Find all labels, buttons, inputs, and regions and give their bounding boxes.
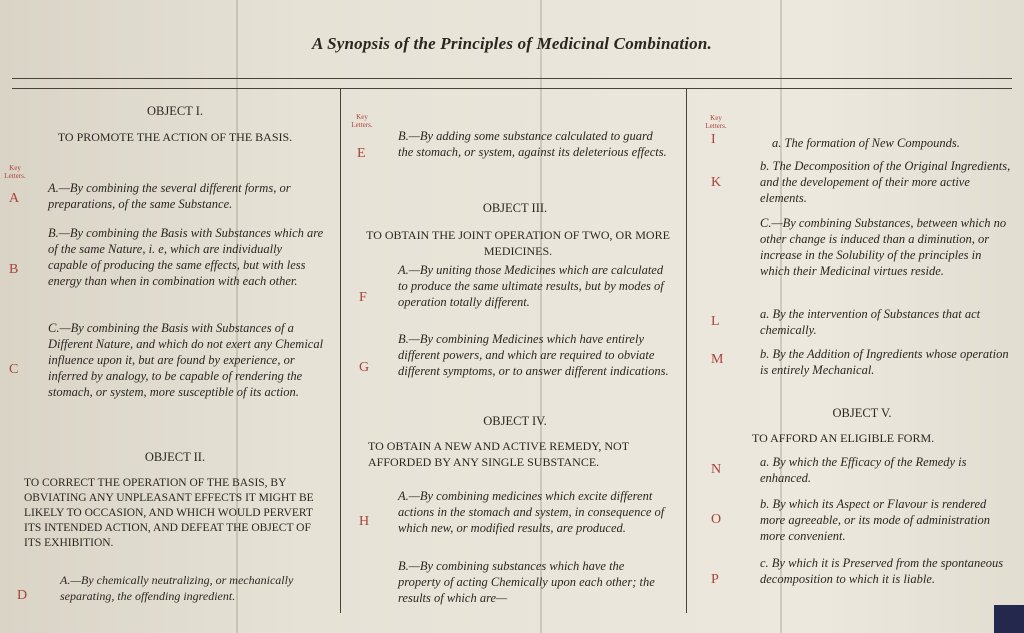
key-letters-label: Key Letters.	[4, 164, 26, 180]
page-fold	[540, 0, 542, 633]
key-letter: E	[357, 146, 366, 161]
object-aim: TO AFFORD AN ELIGIBLE FORM.	[752, 431, 935, 445]
key-letter: H	[359, 514, 370, 529]
object-aim: TO CORRECT THE OPERATION OF THE BASIS, BY OBVIATING ANY UNPLEASANT EFFECTS IT MIGHT BE LIKELY TO OCCASION, AND WHICH WOULD PERVERT ITS INTENDED ACTION, AND DEFEAT THE OBJECT OF ITS EXHIBITION.	[24, 477, 314, 549]
entry-text: A.—By uniting those Medicines which are calculated to produce the same ultimate results, but by modes of operation totally different.	[398, 263, 664, 309]
document-title: A Synopsis of the Principles of Medicinal Combination.	[312, 34, 712, 53]
object-aim: TO PROMOTE THE ACTION OF THE BASIS.	[57, 130, 293, 144]
object-heading: OBJECT IV.	[483, 414, 547, 428]
key-letters-label: Key Letters.	[351, 113, 373, 129]
key-letter: B	[9, 262, 19, 277]
key-letter: F	[359, 290, 367, 305]
object-aim: TO OBTAIN A NEW AND ACTIVE REMEDY, NOT AFFORDED BY ANY SINGLE SUBSTANCE.	[368, 439, 629, 469]
entry-text: a. The formation of New Compounds.	[772, 136, 960, 150]
key-letter: N	[711, 462, 722, 477]
object-heading: OBJECT III.	[482, 201, 548, 215]
entry-text: C.—By combining Substances, between which no other change is induced than a diminution, or increase in the Solubility of the principles in which their Medicinal virtues reside.	[760, 216, 1007, 278]
object-heading: OBJECT V.	[832, 406, 892, 420]
key-letter: M	[711, 352, 724, 367]
key-letters-label: Key Letters.	[705, 114, 727, 130]
entry-text: a. By which the Efficacy of the Remedy is enhanced.	[760, 455, 967, 485]
entry-text: B.—By adding some substance calculated to guard the stomach, or system, against its deleterious effects.	[398, 129, 667, 159]
entry-text: b. By the Addition of Ingredients whose operation is entirely Mechanical.	[760, 347, 1009, 377]
entry-text: B.—By combining substances which have the property of acting Chemically upon each other; the results of which are—	[398, 559, 655, 605]
key-letter: K	[711, 175, 722, 190]
entry-text: c. By which it is Preserved from the spontaneous decomposition to which it is liable.	[760, 556, 1004, 586]
entry-text: a. By the intervention of Substances that act chemically.	[760, 307, 981, 337]
key-letter: I	[711, 132, 716, 147]
entry-text: b. By which its Aspect or Flavour is rendered more agreeable, or its mode of administration more convenient.	[760, 497, 990, 543]
entry-text: A.—By combining the several different forms, or preparations, of the same Substance.	[48, 181, 291, 211]
entry-text: A.—By chemically neutralizing, or mechanically separating, the offending ingredient.	[60, 573, 294, 603]
entry-text: A.—By combining medicines which excite different actions in the stomach and system, in consequence of which new, or modified results, are produced.	[398, 489, 665, 535]
key-letter: A	[9, 191, 20, 206]
key-letter: D	[17, 588, 28, 603]
column-divider	[340, 88, 341, 613]
column-divider	[686, 88, 687, 613]
entry-text: b. The Decomposition of the Original Ingredients, and the developement of their more active elements.	[760, 159, 1011, 205]
key-letter: C	[9, 362, 19, 377]
key-letter: O	[711, 512, 722, 527]
header-rule	[12, 78, 1012, 79]
entry-text: B.—By combining Medicines which have entirely different powers, and which are required to obviate different symptoms, or to answer different indications.	[398, 332, 669, 378]
object-heading: OBJECT I.	[146, 104, 204, 118]
entry-text: C.—By combining the Basis with Substances of a Different Nature, and which do not exert any Chemical influence upon it, but are found by experience, or inferred by analogy, to be capable of rendering the stomach, or system, more susceptible of its action.	[48, 321, 324, 399]
header-rule	[12, 88, 1012, 89]
key-letter: P	[711, 572, 719, 587]
entry-text: B.—By combining the Basis with Substances which are of the same Nature, i. e, which are individually capable of producing the same effects, but with less energy than when in combination with each other.	[48, 226, 324, 288]
key-letter: L	[711, 314, 720, 329]
object-aim: TO OBTAIN THE JOINT OPERATION OF TWO, OR MORE MEDICINES.	[366, 228, 670, 258]
background-corner	[994, 605, 1024, 633]
object-heading: OBJECT II.	[144, 450, 206, 464]
key-letter: G	[359, 360, 370, 375]
